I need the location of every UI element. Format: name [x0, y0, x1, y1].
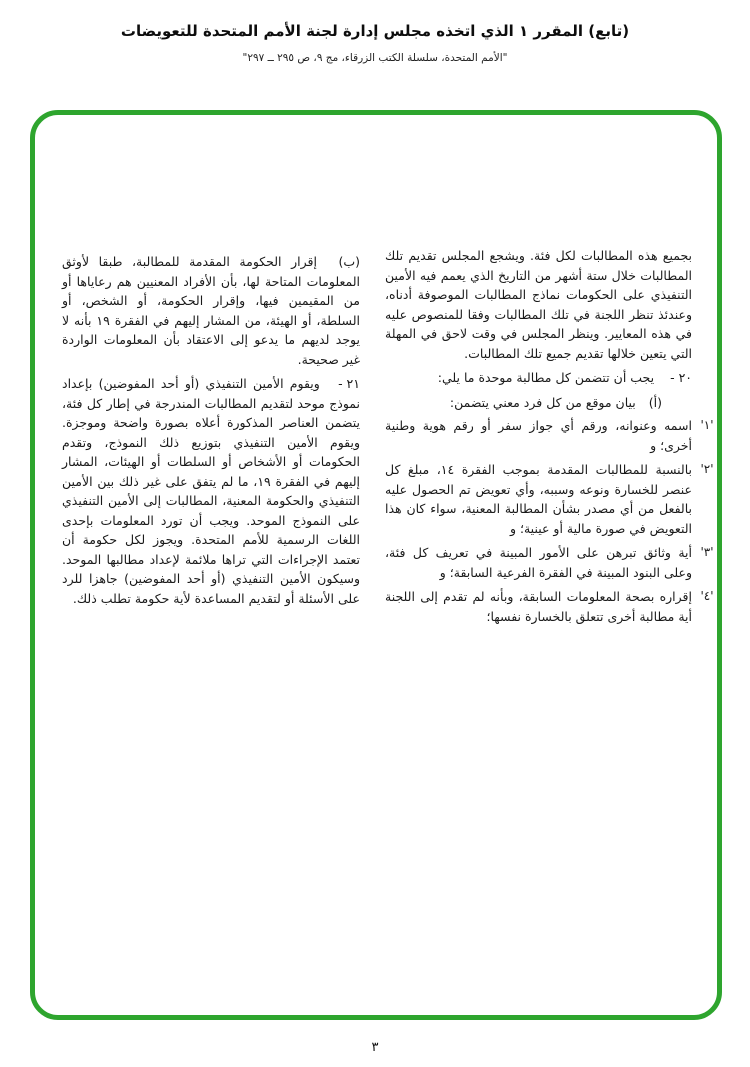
- right-text-column: [385, 246, 714, 631]
- paragraph-intro: [385, 246, 692, 363]
- subitem-text: إقراره بصحة المعلومات السابقة، وبأنه لم تقدم إلى اللجنة أية مطالبة أخرى تتعلق بالخسارة نفسها؛: [385, 589, 692, 624]
- list-marker-sub3: '٣': [700, 545, 714, 559]
- paragraph-item-20: [385, 368, 692, 388]
- paragraph-text: ويقوم الأمين التنفيذي (أو أحد المفوضين) بإعداد نموذج موحد لتقديم المطالبات المندرجة في إطار كل فئة، يتضمن العناصر المذكورة أعلاه بصورة واضحة وموجزة. ويقوم الأمين التنفيذي بتوزيع ذلك النموذج، وتقدم الحكومات أو الأشخاص أو السلطات أو الهيئات، المشار إليهم في الفقرة ١٩، ما لم يتفق على غير ذلك بين الأمين التنفيذي والحكومة المعنية، المطالبات إلى الأمين التنفيذي على النموذج الموحد. ويجب أن تورد المعلومات بإحدى اللغات الرسمية للأمم المتحدة. ويجوز لكل حكومة أن تعتمد الإجراءات التي تراها ملائمة لإعداد مطالبها الموحد. وسيكون الأمين التنفيذي (أو أحد المفوضين) جاهزا للرد على الأسئلة أو لتقديم المساعدة لأية حكومة تطلب ذلك.: [62, 376, 361, 606]
- paragraph-text: يجب أن تتضمن كل مطالبة موحدة ما يلي:: [437, 370, 655, 385]
- list-marker-a: (أ): [648, 394, 662, 410]
- list-marker-b: (ب): [338, 254, 360, 269]
- subitem-4: [385, 587, 714, 626]
- paragraph-text: بجميع هذه المطالبات لكل فئة. ويشجع المجلس تقديم تلك المطالبات خلال ستة أشهر من التاريخ الذي يعمم فيه الأمين التنفيذي على الحكومات نماذج المطالبات الموصوفة أدناه، وعندئذ تنظر اللجنة في تلك المطالبات وفقا للمنصوص عليه في هذه المعايير. وينظر المجلس في وقت لاحق في المهلة التي يتعين خلالها تقديم جميع تلك المطالبات.: [385, 248, 692, 361]
- paragraph-item-b: [62, 252, 360, 369]
- page-number: ٣: [371, 1040, 379, 1055]
- left-text-column: [62, 252, 360, 613]
- subitem-1: [385, 416, 714, 455]
- subitem-text: أية وثائق تبرهن على الأمور المبينة في تعريف كل فئة، وعلى البنود المبينة في الفقرة الفرعية السابقة؛ و: [385, 545, 692, 580]
- subitem-2: [385, 460, 714, 538]
- subitem-text: اسمه وعنوانه، ورقم أي جواز سفر أو رقم هوية وطنية أخرى؛ و: [385, 418, 692, 453]
- page-title: (تابع) المقرر ١ الذي اتخذه مجلس إدارة لجنة الأمم المتحدة للتعويضات: [120, 22, 630, 40]
- subitem-text: بالنسبة للمطالبات المقدمة بموجب الفقرة ١٤، مبلغ كل عنصر للخسارة ونوعه وسببه، وأي تعويض تم الحصول عليه بالفعل من أي مصدر بشأن المطالبة المعنية، سواء كان هذا التعويض في صورة مالية أو عينية؛ و: [385, 462, 692, 536]
- list-marker-sub1: '١': [700, 418, 714, 432]
- list-marker-21: ٢١ -: [338, 376, 360, 391]
- paragraph-item-21: [62, 374, 360, 608]
- paragraph-text: بيان موقع من كل فرد معني يتضمن:: [449, 394, 636, 410]
- list-marker-sub2: '٢': [700, 462, 714, 476]
- list-marker-20: ٢٠ -: [670, 370, 692, 385]
- subitem-3: [385, 543, 714, 582]
- paragraph-item-a: [385, 393, 662, 413]
- paragraph-text: إقرار الحكومة المقدمة للمطالبة، طبقا لأوثق المعلومات المتاحة لها، بأن الأفراد المعنيين هم رعاياها أو من المقيمين فيها، وإقرار الحكومة، أو الشخص، أو السلطة، أو الهيئة، من المشار إليهم في الفقرة ١٩ بأنه لا يوجد لديهم ما يدعو إلى الاعتقاد بأن المعلومات الواردة غير صحيحة.: [62, 254, 360, 367]
- source-citation: "الأمم المتحدة، سلسلة الكتب الزرقاء، مج ٩، ص ٢٩٥ ــ ٢٩٧": [242, 52, 508, 64]
- list-marker-sub4: '٤': [700, 589, 714, 603]
